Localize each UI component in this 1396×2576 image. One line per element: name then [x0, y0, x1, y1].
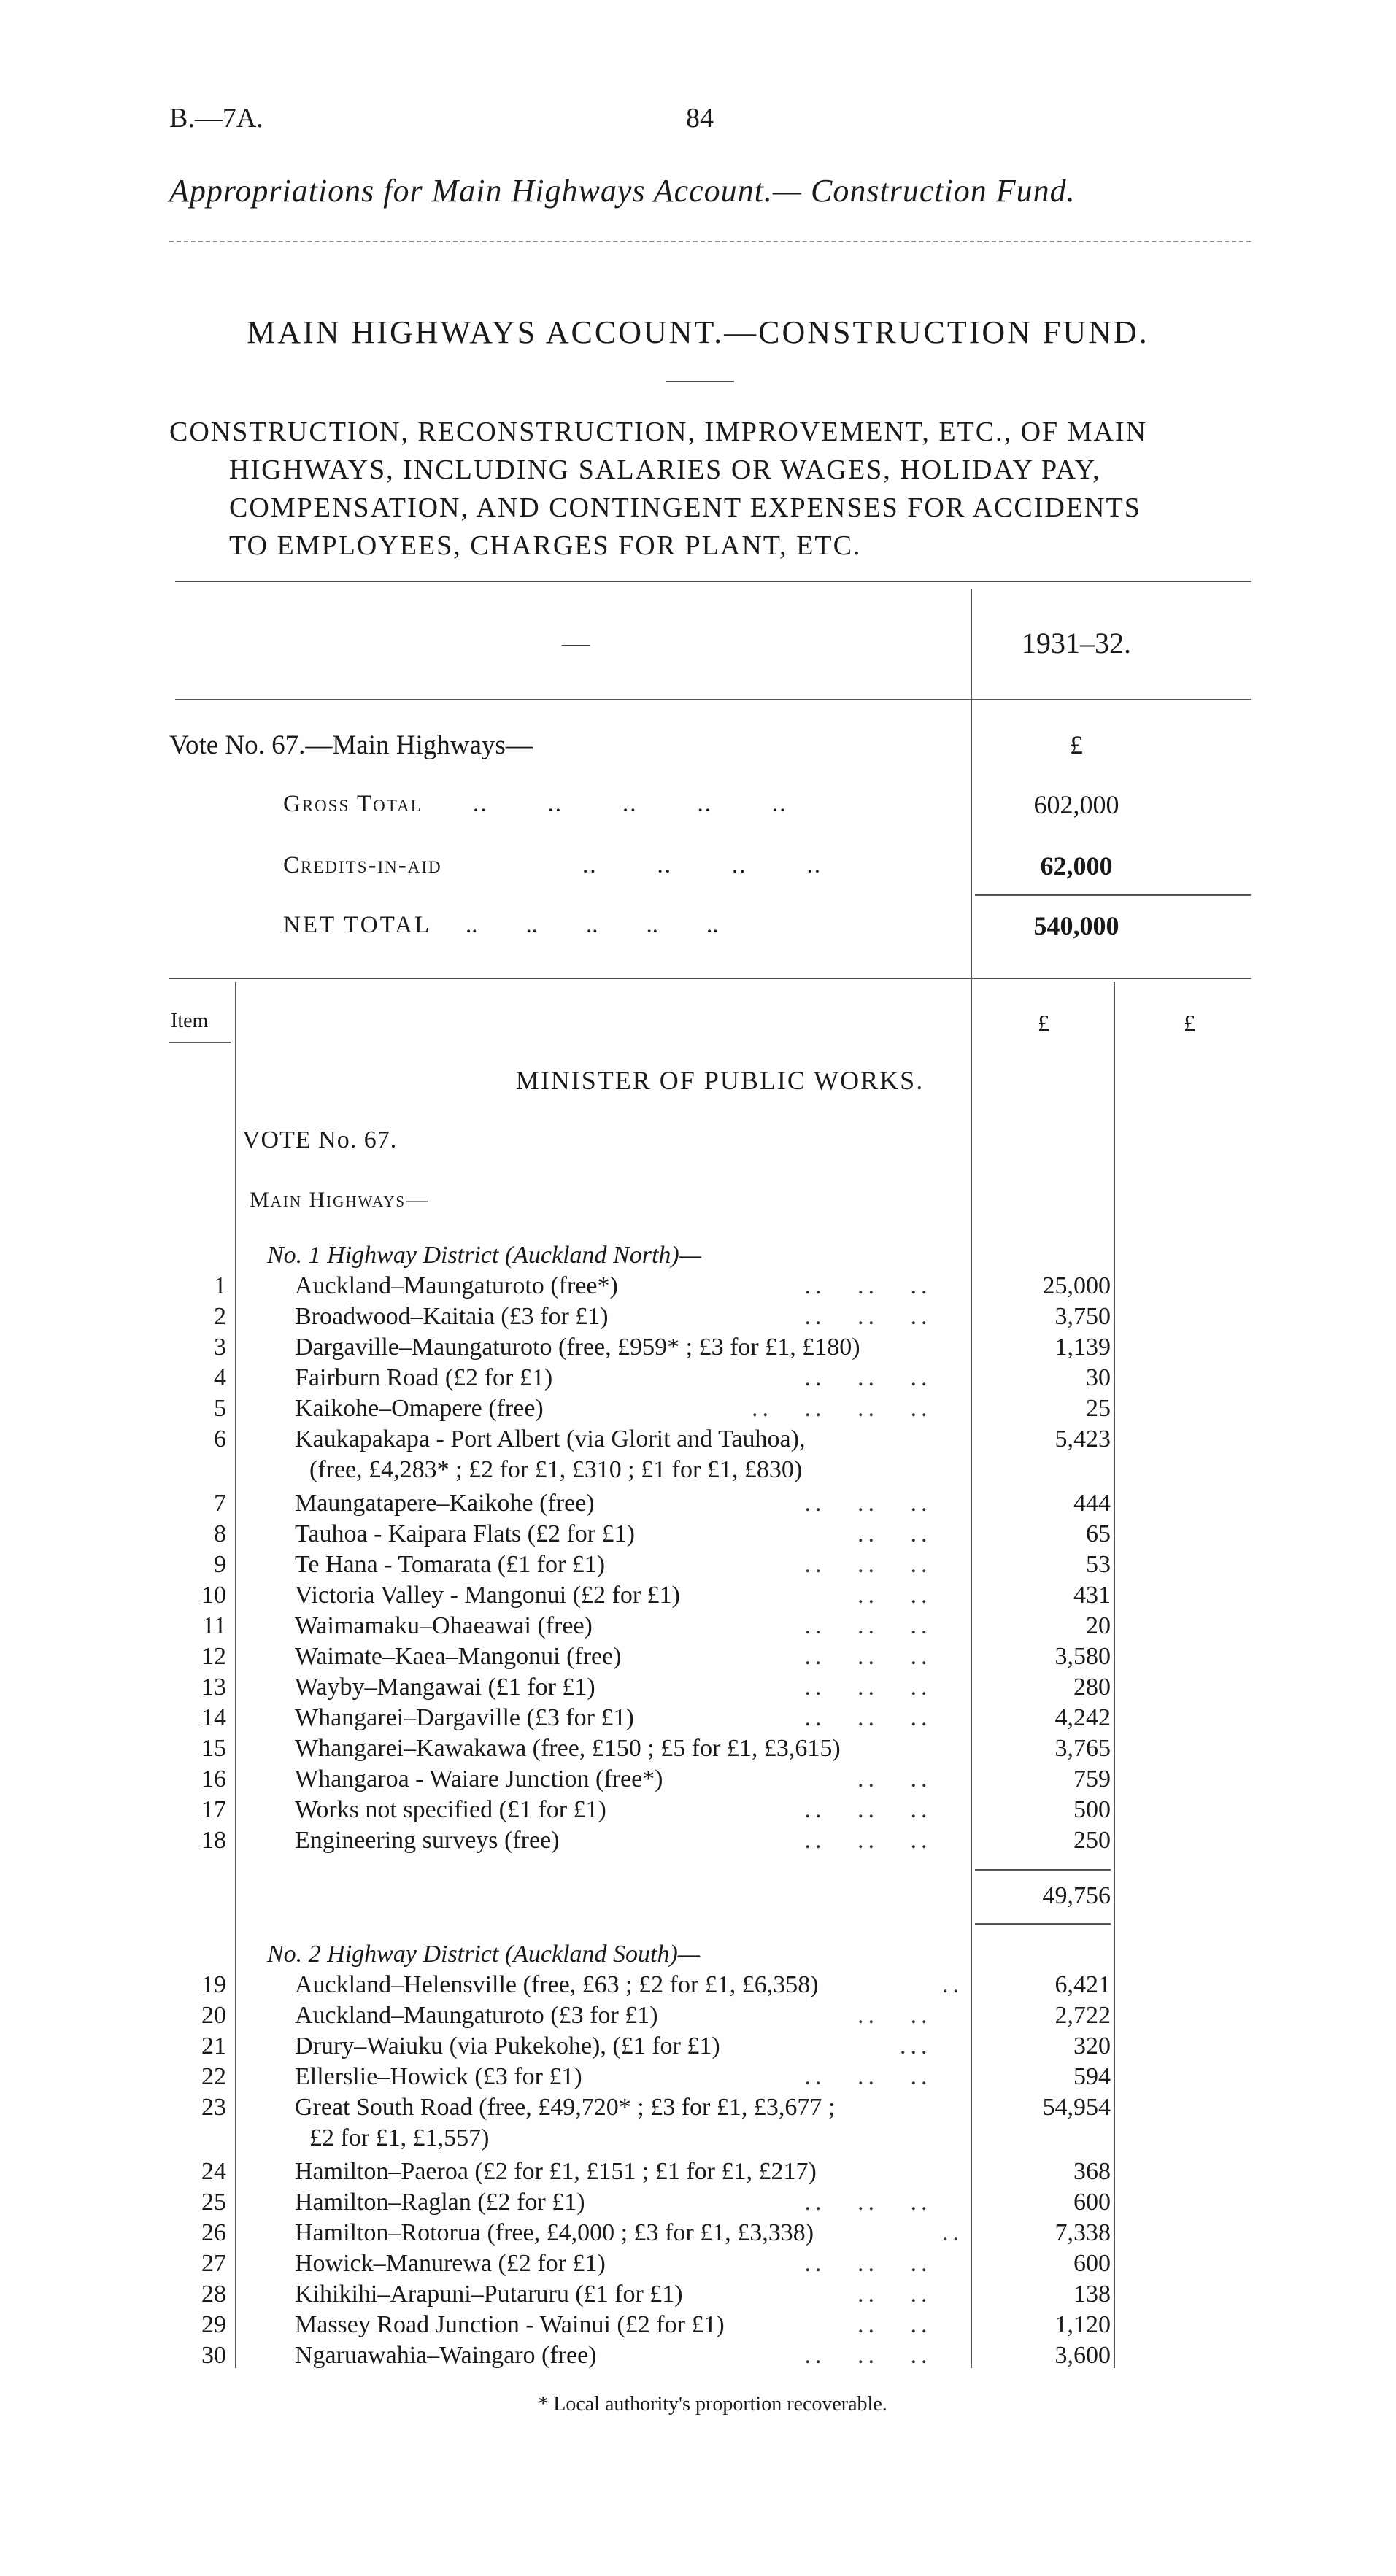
credits-in-aid-label: Credits-in-aid [283, 852, 442, 878]
item-description-continued: £2 for £1, £1,557) [309, 2124, 490, 2151]
leader-dots: .. [942, 1971, 963, 1998]
item-description-continued: (free, £4,283* ; £2 for £1, £310 ; £1 for £1, £830) [309, 1456, 803, 1483]
table-row [0, 1827, 1396, 1857]
net-total-value: 540,000 [1033, 911, 1119, 940]
table-row [0, 1490, 1396, 1520]
table-row [0, 2281, 1396, 2311]
item-number: 4 [214, 1364, 226, 1391]
summary-top-rule [175, 581, 1251, 582]
table-row [0, 2158, 1396, 2189]
item-number: 14 [201, 1704, 226, 1731]
item-description: Massey Road Junction - Wainui (£2 for £1) [295, 2311, 725, 2338]
item-number: 25 [201, 2189, 226, 2216]
table-row [0, 2189, 1396, 2219]
item-amount: 280 [1073, 1674, 1111, 1701]
gross-total-label: Gross Total [283, 791, 423, 817]
table-row [0, 2063, 1396, 2094]
summary-column-dash: — [562, 628, 590, 659]
minister-heading: MINISTER OF PUBLIC WORKS. [515, 1066, 925, 1095]
item-number: 27 [201, 2250, 226, 2277]
item-number: 17 [201, 1796, 226, 1823]
district-heading: No. 1 Highway District (Auckland North)— [267, 1242, 701, 1269]
item-number: 21 [201, 2032, 226, 2059]
table-row [0, 1612, 1396, 1643]
running-subtitle: Appropriations for Main Highways Account.— Construction Fund. [169, 173, 1076, 209]
item-amount: 594 [1073, 2063, 1111, 2090]
gross-total-value: 602,000 [1033, 790, 1119, 819]
item-amount: 1,120 [1054, 2311, 1111, 2338]
leader-dots: .. .. .. [804, 1612, 963, 1639]
item-description: Maungatapere–Kaikohe (free) [295, 1490, 595, 1517]
leader-dots: .. .. [857, 2311, 963, 2338]
item-amount: 4,242 [1054, 1704, 1111, 1731]
leader-dots: .. .. [857, 2281, 963, 2308]
table-row [0, 1303, 1396, 1334]
table-row [0, 2342, 1396, 2372]
item-number: 10 [201, 1582, 226, 1609]
leader-dots: .. [942, 2219, 963, 2246]
table-row [0, 2094, 1396, 2124]
item-amount: 600 [1073, 2189, 1111, 2216]
description-line: COMPENSATION, AND CONTINGENT EXPENSES FOR ACCIDENTS [229, 492, 1141, 523]
item-number: 5 [214, 1395, 226, 1422]
item-description: Waimamaku–Ohaeawai (free) [295, 1612, 593, 1639]
leader-dots: .. .. .. [804, 1827, 963, 1854]
credits-in-aid-row [283, 852, 940, 879]
item-description: Auckland–Helensville (free, £63 ; £2 for £1, £6,358) [295, 1971, 819, 1998]
credits-in-aid-value: 62,000 [1040, 851, 1113, 881]
item-number: 1 [214, 1272, 226, 1299]
leader-dots: .. .. .. [804, 2250, 963, 2277]
leader-dots: .. .. .. [804, 1490, 963, 1517]
item-number: 6 [214, 1426, 226, 1453]
item-description: Works not specified (£1 for £1) [295, 1796, 606, 1823]
table-row [0, 2032, 1396, 2063]
financial-year: 1931–32. [1022, 627, 1131, 660]
table-row [0, 2311, 1396, 2342]
subtotal-bottom-rule [975, 1923, 1111, 1925]
item-number: 2 [214, 1303, 226, 1330]
leader-dots: ... [900, 2032, 963, 2059]
table-row [0, 1551, 1396, 1582]
item-amount: 2,722 [1054, 2002, 1111, 2029]
leader-dots: .. .. .. .. [582, 852, 822, 878]
item-number: 30 [201, 2342, 226, 2369]
item-description: Whangarei–Dargaville (£3 for £1) [295, 1704, 634, 1731]
subtotal-rule [975, 1869, 1111, 1871]
page-number: 84 [686, 103, 714, 134]
item-amount: 3,750 [1054, 1303, 1111, 1330]
vote-line: Vote No. 67.—Main Highways— [169, 730, 533, 760]
description-line: CONSTRUCTION, RECONSTRUCTION, IMPROVEMENT, ETC., OF MAIN [169, 417, 1148, 447]
leader-dots: .. .. .. [804, 1674, 963, 1701]
net-total-label: NET TOTAL [283, 912, 432, 938]
district-subtotal: 49,756 [1042, 1882, 1111, 1909]
item-amount: 30 [1086, 1364, 1111, 1391]
table-row [0, 2002, 1396, 2032]
leader-dots: .. .. .. [804, 1704, 963, 1731]
leader-dots: .. .. [857, 1765, 963, 1792]
table-row [0, 2250, 1396, 2281]
item-description: Engineering surveys (free) [295, 1827, 560, 1854]
item-description: Broadwood–Kaitaia (£3 for £1) [295, 1303, 609, 1330]
item-number: 8 [214, 1520, 226, 1547]
leader-dots: .. .. .. [804, 1643, 963, 1670]
item-number: 16 [201, 1765, 226, 1792]
item-number: 3 [214, 1334, 226, 1361]
item-description: Kaikohe–Omapere (free) [295, 1395, 544, 1422]
item-amount: 65 [1086, 1520, 1111, 1547]
item-amount: 25,000 [1042, 1272, 1111, 1299]
net-total-rule [975, 894, 1251, 896]
item-amount: 3,765 [1054, 1735, 1111, 1762]
item-description: Kihikihi–Arapuni–Putaruru (£1 for £1) [295, 2281, 683, 2308]
header-rule [169, 241, 1251, 242]
table-row [0, 1272, 1396, 1303]
item-description: Drury–Waiuku (via Pukekohe), (£1 for £1) [295, 2032, 720, 2059]
table-row [0, 1765, 1396, 1796]
item-amount: 600 [1073, 2250, 1111, 2277]
table-row [0, 1643, 1396, 1674]
item-amount: 20 [1086, 1612, 1111, 1639]
item-number: 19 [201, 1971, 226, 1998]
table-row [0, 1334, 1396, 1364]
item-number: 9 [214, 1551, 226, 1578]
item-amount: 138 [1073, 2281, 1111, 2308]
leader-dots: .. .. .. [804, 2342, 963, 2369]
leader-dots: .. .. .. .. .. [466, 912, 719, 938]
item-amount: 6,421 [1054, 1971, 1111, 1998]
item-description: Ellerslie–Howick (£3 for £1) [295, 2063, 582, 2090]
item-number: 20 [201, 2002, 226, 2029]
item-number: 15 [201, 1735, 226, 1762]
leader-dots: .. .. .. [804, 1303, 963, 1330]
leader-dots: .. .. [857, 1582, 963, 1609]
page-title: MAIN HIGHWAYS ACCOUNT.—CONSTRUCTION FUND. [247, 314, 1149, 350]
item-number: 13 [201, 1674, 226, 1701]
item-description: Ngaruawahia–Waingaro (free) [295, 2342, 597, 2369]
summary-divider [971, 589, 972, 983]
table-row [0, 1520, 1396, 1551]
item-amount: 7,338 [1054, 2219, 1111, 2246]
table-row [0, 1704, 1396, 1735]
item-number: 11 [202, 1612, 226, 1639]
item-description: Tauhoa - Kaipara Flats (£2 for £1) [295, 1520, 635, 1547]
table-row [0, 1426, 1396, 1456]
item-description: Victoria Valley - Mangonui (£2 for £1) [295, 1582, 680, 1609]
item-number: 24 [201, 2158, 226, 2185]
item-description: Kaukapakapa - Port Albert (via Glorit and Tauhoa), [295, 1426, 806, 1453]
leader-dots: .. .. .. .. [752, 1395, 963, 1422]
document-reference: B.—7A. [169, 103, 263, 134]
summary-bottom-rule [169, 978, 1251, 979]
title-underline [666, 381, 734, 382]
item-header-rule [169, 1042, 231, 1043]
item-description: Hamilton–Paeroa (£2 for £1, £151 ; £1 for £1, £217) [295, 2158, 817, 2185]
table-row [0, 1674, 1396, 1704]
item-description: Te Hana - Tomarata (£1 for £1) [295, 1551, 606, 1578]
leader-dots: .. .. .. [804, 1364, 963, 1391]
table-row [0, 2219, 1396, 2250]
gross-total-row [283, 791, 940, 818]
item-description: Waimate–Kaea–Mangonui (free) [295, 1643, 622, 1670]
net-total-row [283, 912, 940, 939]
leader-dots: .. .. .. [804, 1272, 963, 1299]
item-description: Whangarei–Kawakawa (free, £150 ; £5 for £1, £3,615) [295, 1735, 841, 1762]
item-number: 23 [201, 2094, 226, 2121]
footnote: * Local authority's proportion recoverable. [538, 2393, 887, 2416]
item-number: 29 [201, 2311, 226, 2338]
item-description: Howick–Manurewa (£2 for £1) [295, 2250, 606, 2277]
item-description: Hamilton–Raglan (£2 for £1) [295, 2189, 585, 2216]
leader-dots: .. .. .. [804, 2189, 963, 2216]
item-amount: 5,423 [1054, 1426, 1111, 1453]
item-number: 7 [214, 1490, 226, 1517]
item-amount: 3,580 [1054, 1643, 1111, 1670]
leader-dots: .. .. [857, 2002, 963, 2029]
item-amount: 54,954 [1042, 2094, 1111, 2121]
item-amount: 320 [1073, 2032, 1111, 2059]
item-number: 12 [201, 1643, 226, 1670]
district-heading: No. 2 Highway District (Auckland South)— [267, 1941, 701, 1968]
item-amount: 250 [1073, 1827, 1111, 1854]
item-amount: 444 [1073, 1490, 1111, 1517]
item-amount: 53 [1086, 1551, 1111, 1578]
leader-dots: .. .. [857, 1520, 963, 1547]
item-amount: 3,600 [1054, 2342, 1111, 2369]
table-row [0, 1582, 1396, 1612]
item-description: Dargaville–Maungaturoto (free, £959* ; £3 for £1, £180) [295, 1334, 860, 1361]
item-description: Fairburn Road (£2 for £1) [295, 1364, 553, 1391]
description-line: TO EMPLOYEES, CHARGES FOR PLANT, ETC. [229, 530, 862, 561]
leader-dots: .. .. .. [804, 2063, 963, 2090]
leader-dots: .. .. .. [804, 1551, 963, 1578]
vote-heading: VOTE No. 67. [242, 1126, 398, 1153]
item-amount: 368 [1073, 2158, 1111, 2185]
leader-dots: .. .. .. [804, 1796, 963, 1823]
item-description: Wayby–Mangawai (£1 for £1) [295, 1674, 595, 1701]
main-highways-heading: Main Highways— [250, 1188, 430, 1212]
description-line: HIGHWAYS, INCLUDING SALARIES OR WAGES, HOLIDAY PAY, [229, 455, 1101, 485]
item-amount: 25 [1086, 1395, 1111, 1422]
item-description: Auckland–Maungaturoto (free*) [295, 1272, 618, 1299]
leader-dots: .. .. .. .. .. [473, 791, 787, 817]
item-description: Whangaroa - Waiare Junction (free*) [295, 1765, 663, 1792]
table-row [0, 1364, 1396, 1395]
item-number: 28 [201, 2281, 226, 2308]
item-amount: 759 [1073, 1765, 1111, 1792]
fund-description [169, 413, 1264, 565]
table-row [0, 1796, 1396, 1827]
total-column-header: £ [1184, 1010, 1195, 1036]
item-description: Great South Road (free, £49,720* ; £3 for £1, £3,677 ; [295, 2094, 836, 2121]
table-row [0, 1395, 1396, 1426]
item-number: 22 [201, 2063, 226, 2090]
item-amount: 431 [1073, 1582, 1111, 1609]
item-description: Auckland–Maungaturoto (£3 for £1) [295, 2002, 658, 2029]
item-amount: 500 [1073, 1796, 1111, 1823]
item-column-header: Item [171, 1010, 209, 1032]
item-number: 26 [201, 2219, 226, 2246]
summary-header-rule [175, 699, 1251, 700]
currency-symbol: £ [1070, 730, 1083, 759]
item-amount: 1,139 [1054, 1334, 1111, 1361]
table-row [0, 1735, 1396, 1765]
item-number: 18 [201, 1827, 226, 1854]
table-row [0, 1971, 1396, 2002]
item-description: Hamilton–Rotorua (free, £4,000 ; £3 for £1, £3,338) [295, 2219, 814, 2246]
amount-column-header: £ [1038, 1010, 1049, 1036]
